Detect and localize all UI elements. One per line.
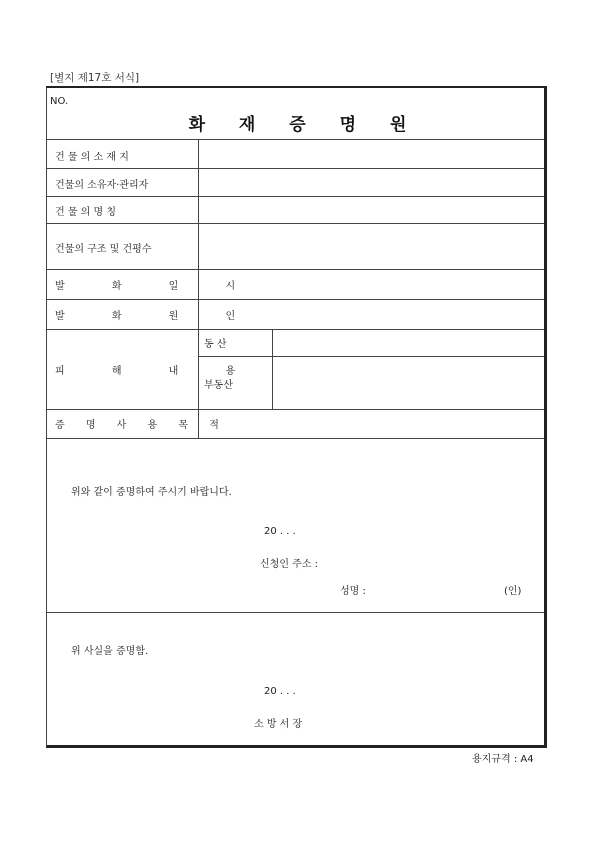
- applicant-address-label: 신청인 주소 :: [260, 559, 319, 570]
- building-name-field[interactable]: [199, 195, 542, 221]
- structure-field[interactable]: [199, 222, 542, 267]
- fire-cause-field[interactable]: [199, 298, 542, 327]
- document-title: 화 재 증 명 원: [188, 115, 421, 135]
- label-movable-property: 동 산: [204, 339, 227, 350]
- applicant-name-label: 성명 :: [340, 586, 366, 597]
- label-fire-datetime: 발 화 일 시: [55, 281, 258, 292]
- purpose-field[interactable]: [199, 408, 542, 436]
- label-owner: 건물의 소유자·관리자: [55, 180, 149, 191]
- section-divider: [47, 612, 544, 613]
- fire-datetime-field[interactable]: [199, 268, 542, 297]
- issuer-label: 소 방 서 장: [254, 719, 303, 730]
- label-immovable-property: 부동산: [204, 380, 233, 391]
- label-structure: 건물의 구조 및 건평수: [55, 244, 152, 255]
- owner-field[interactable]: [199, 167, 542, 194]
- number-label: NO.: [50, 96, 69, 107]
- certificate-date: 20 . . .: [264, 686, 296, 697]
- label-location: 건 물 의 소 재 지: [55, 152, 129, 163]
- form-number-label: [별지 제17호 서식]: [50, 72, 140, 84]
- request-date: 20 . . .: [264, 526, 296, 537]
- movable-damage-field[interactable]: [273, 328, 542, 354]
- request-statement: 위와 같이 증명하여 주시기 바랍니다.: [71, 487, 232, 498]
- label-damage: 피 해 내 용: [55, 366, 258, 377]
- certificate-statement: 위 사실을 증명함.: [71, 646, 149, 657]
- location-field[interactable]: [199, 138, 542, 166]
- label-purpose: 증 명 사 용 목 적: [55, 420, 228, 431]
- row-divider: [47, 438, 544, 439]
- immovable-damage-field[interactable]: [273, 355, 542, 407]
- label-fire-cause: 발 화 원 인: [55, 311, 258, 322]
- label-building-name: 건 물 의 명 칭: [55, 207, 117, 218]
- seal-mark: (인): [504, 586, 522, 597]
- paper-size-label: 용지규격 : A4: [472, 754, 534, 765]
